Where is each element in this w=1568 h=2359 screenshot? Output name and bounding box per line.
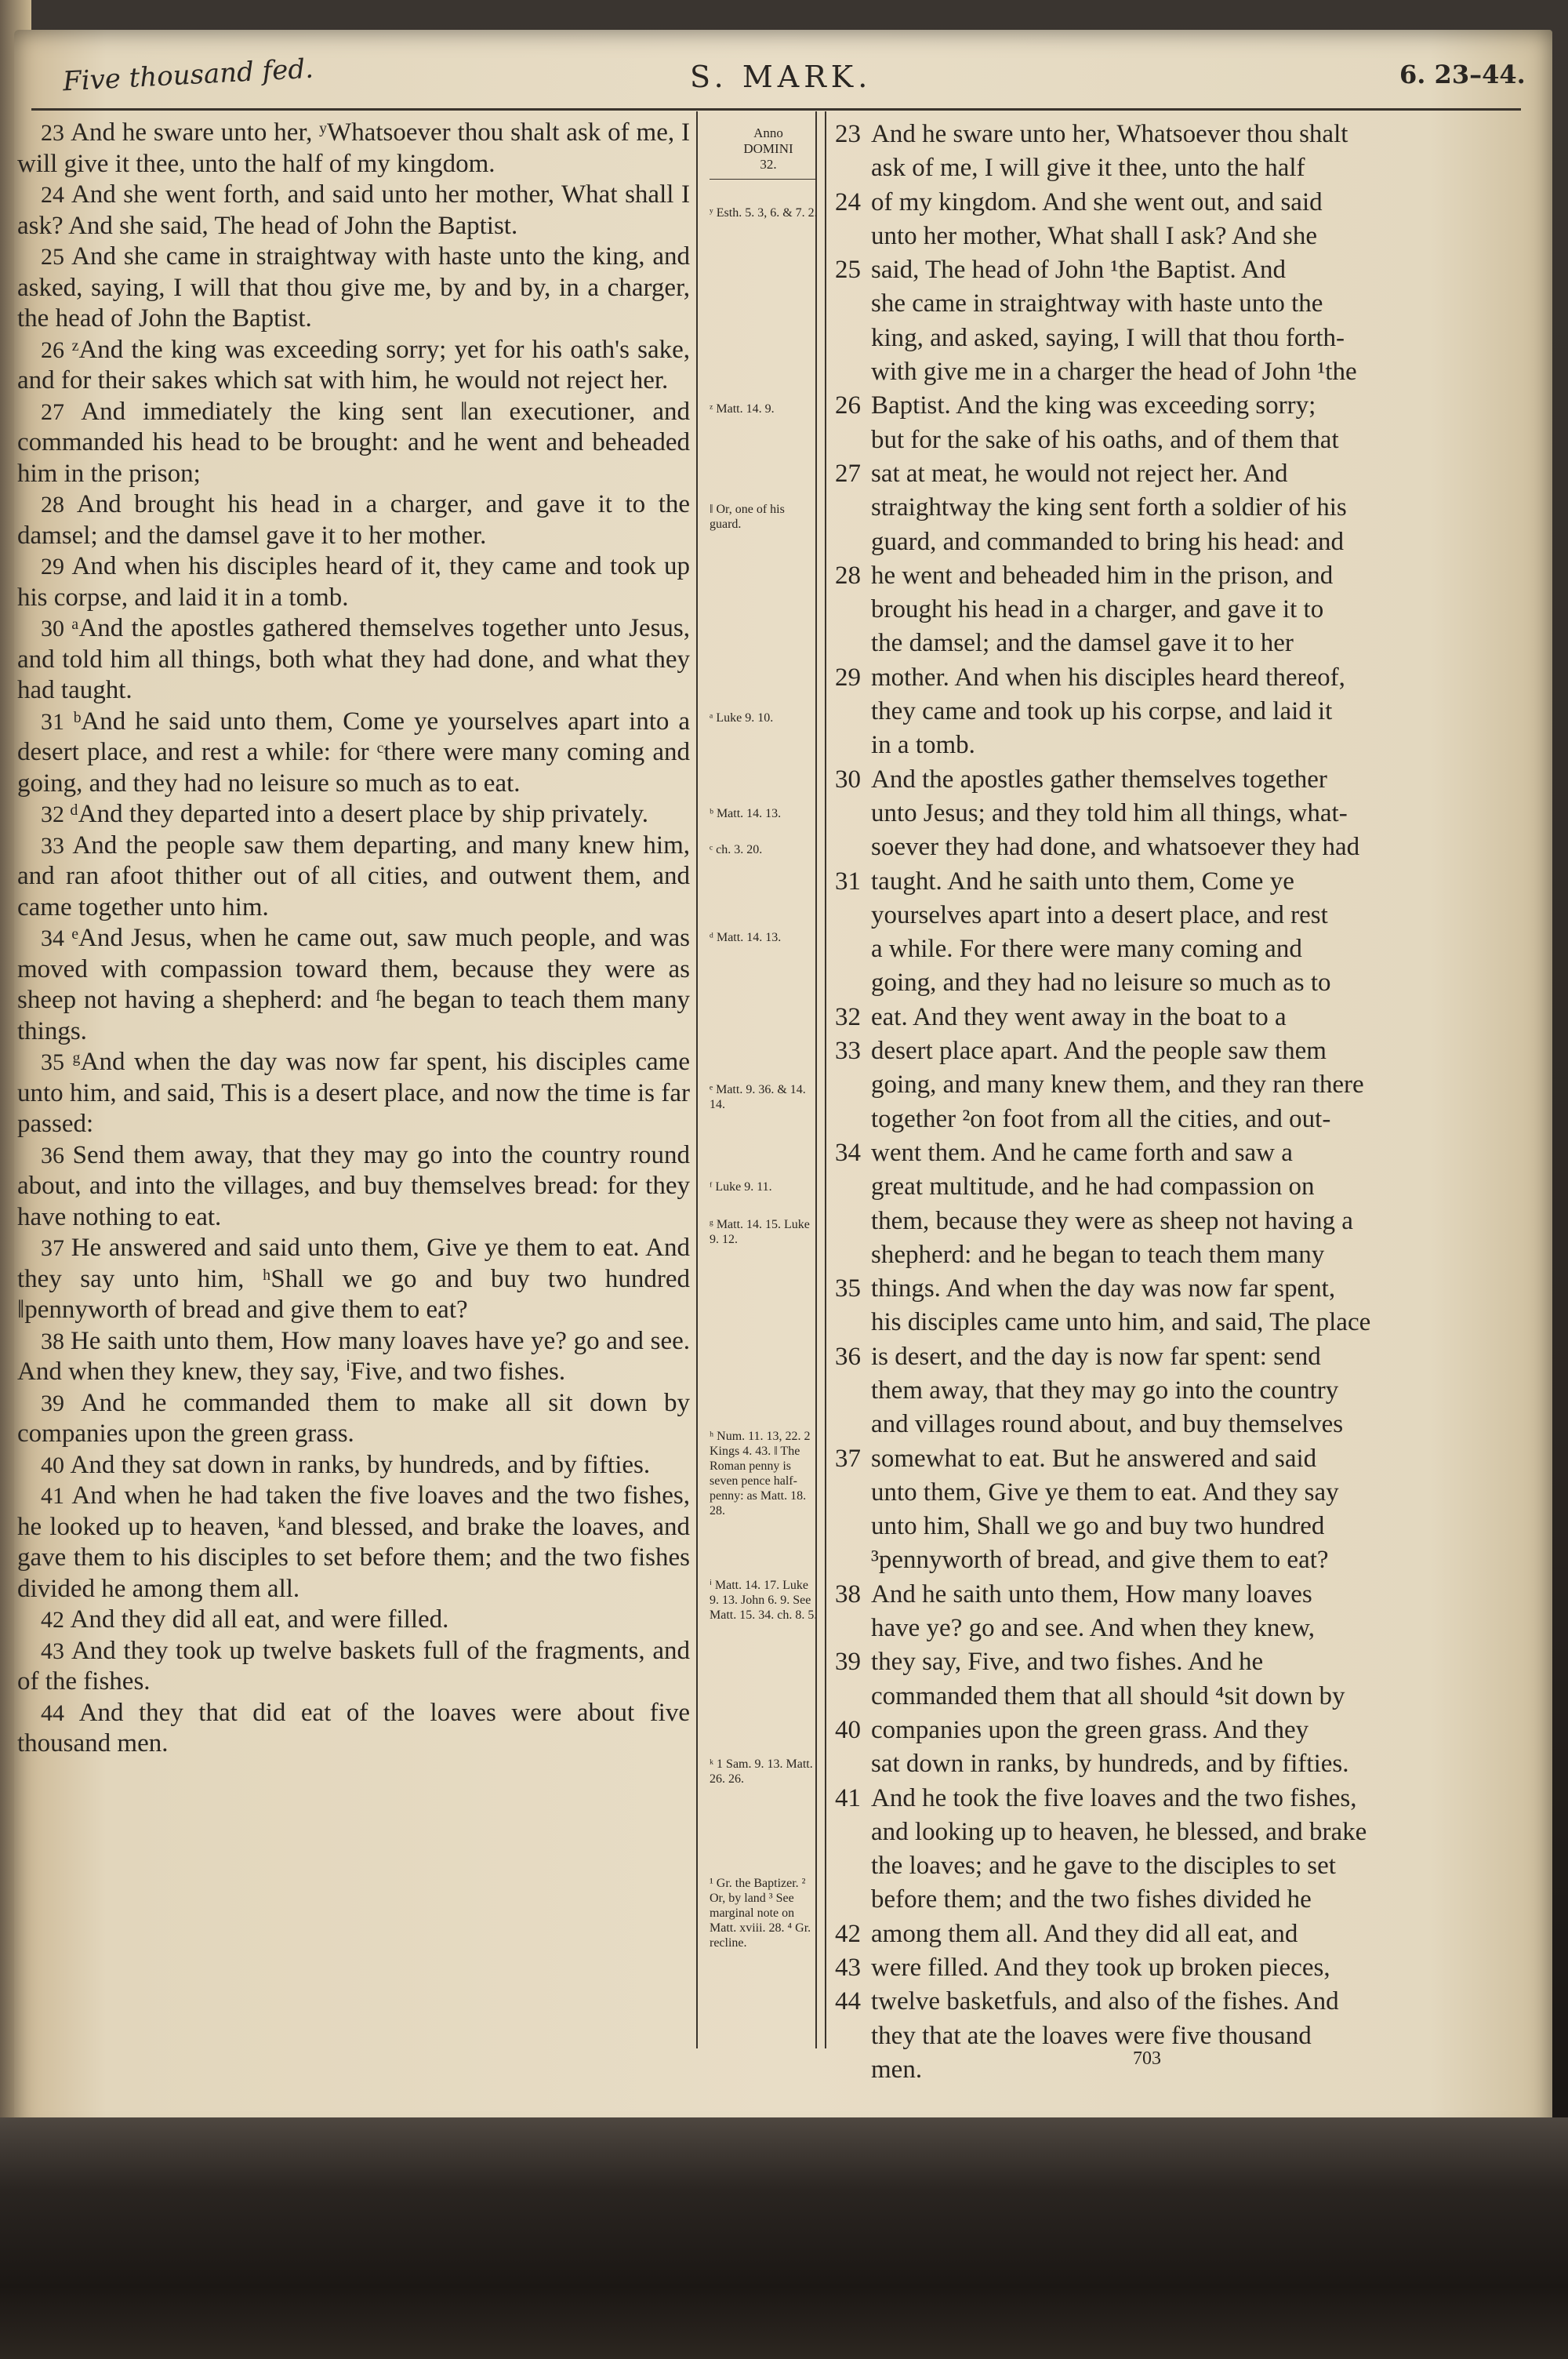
text-line xyxy=(835,1645,1507,1679)
line-text: desert place apart. And the people saw them xyxy=(871,1037,1327,1066)
verse-number: 35 xyxy=(41,1049,73,1075)
verse-number: 29 xyxy=(41,554,72,580)
text-line xyxy=(835,1782,1507,1816)
line-text: unto him, Shall we go and buy two hundred xyxy=(871,1512,1325,1541)
anno-domini-box xyxy=(725,125,811,173)
verse xyxy=(17,1326,690,1388)
verse-text: And he commanded them to make all sit down by companies upon the green grass. xyxy=(17,1388,690,1448)
text-line xyxy=(835,831,1507,864)
text-line xyxy=(835,1476,1507,1510)
line-text: brought his head in a charger, and gave it to xyxy=(871,595,1324,624)
verse-number: 42 xyxy=(835,1919,861,1948)
verse-text: And he sware unto her, ʸWhatsoever thou shalt ask of me, I will give it thee, unto the half of my kingdom. xyxy=(17,118,690,178)
verse xyxy=(17,923,690,1047)
verse-number: 40 xyxy=(835,1715,861,1744)
text-line xyxy=(835,865,1507,899)
verse-number: 41 xyxy=(835,1783,861,1812)
text-line xyxy=(835,1680,1507,1714)
line-text: straightway the king sent forth a soldier of his xyxy=(871,493,1347,522)
margin-note: ‖ Or, one of his guard. xyxy=(710,503,785,531)
verse-number: 27 xyxy=(41,398,82,425)
margin-note: ᵃ Luke 9. 10. xyxy=(710,711,774,725)
verse-number: 41 xyxy=(41,1483,72,1509)
line-text: And he took the five loaves and the two fishes, xyxy=(871,1783,1357,1812)
text-line xyxy=(835,1136,1507,1170)
verse-text: ᵉAnd Jesus, when he came out, saw much people, and was moved with compassion toward them, because they were as sheep not having a shepherd: and ᶠhe began to teach them many things. xyxy=(17,924,690,1045)
text-line xyxy=(835,1408,1507,1441)
verse-number: 26 xyxy=(41,336,72,363)
text-line xyxy=(835,1816,1507,1849)
line-text: soever they had done, and whatsoever they had xyxy=(871,833,1360,862)
verse-number: 36 xyxy=(835,1342,861,1371)
line-text: unto them, Give ye them to eat. And they say xyxy=(871,1478,1339,1507)
year-label: 32. xyxy=(760,157,777,172)
line-text: yourselves apart into a desert place, and rest xyxy=(871,900,1328,929)
text-line xyxy=(835,1374,1507,1408)
verse xyxy=(17,1605,690,1636)
line-text: a while. For there were many coming and xyxy=(871,935,1302,964)
verse-number: 26 xyxy=(835,391,861,420)
line-text: among them all. And they did all eat, and xyxy=(871,1919,1298,1948)
verse-text: Send them away, that they may go into the country round about, and into the villages, and buy themselves bread: for they have nothing to eat. xyxy=(17,1140,690,1231)
verse xyxy=(17,242,690,335)
text-line xyxy=(835,322,1507,355)
line-text: twelve basketfuls, and also of the fishes. And xyxy=(871,1987,1339,2016)
text-line xyxy=(835,287,1507,321)
line-text: And he sware unto her, Whatsoever thou shalt xyxy=(871,120,1348,148)
verse-text: And she came in straightway with haste unto the king, and asked, saying, I will that thou give me, by and by, in a charger, the head of John the Baptist. xyxy=(17,242,691,333)
line-text: have ye? go and see. And when they knew, xyxy=(871,1614,1316,1643)
verse-number: 38 xyxy=(835,1579,861,1608)
verse xyxy=(17,118,690,180)
text-line xyxy=(835,593,1507,627)
verse-number: 42 xyxy=(41,1607,71,1633)
verse-text: And they sat down in ranks, by hundreds, and by fifties. xyxy=(70,1450,651,1479)
line-text: them away, that they may go into the country xyxy=(871,1376,1339,1405)
verse-number: 24 xyxy=(41,182,71,208)
text-line xyxy=(835,899,1507,932)
text-line xyxy=(835,1170,1507,1204)
verse-text: And the people saw them departing, and many knew him, and ran afoot thither out of all cities, and outwent them, and came together unto him. xyxy=(17,831,691,921)
line-text: ³pennyworth of bread, and give them to eat? xyxy=(871,1546,1329,1575)
line-text: going, and they had no leisure so much as to xyxy=(871,969,1331,998)
text-line xyxy=(835,1306,1507,1339)
verse-number: 40 xyxy=(41,1452,71,1478)
verse-number: 36 xyxy=(41,1142,73,1169)
line-text: and villages round about, and buy themselves xyxy=(871,1410,1344,1439)
verse-number: 31 xyxy=(835,867,861,896)
margin-note: ᵉ Matt. 9. 36. & 14. 14. xyxy=(710,1083,806,1111)
line-text: And he saith unto them, How many loaves xyxy=(871,1579,1312,1608)
verse-number: 28 xyxy=(41,492,77,518)
verse-number: 44 xyxy=(41,1699,79,1726)
text-line xyxy=(835,661,1507,695)
verse-text: And brought his head in a charger, and gave it to the damsel; and the damsel gave it to her mother. xyxy=(17,490,691,550)
text-line xyxy=(835,118,1507,151)
verse-number: 44 xyxy=(835,1987,861,2016)
line-text: somewhat to eat. But he answered and said xyxy=(871,1444,1317,1473)
margin-note: ʰ Num. 11. 13, 22. 2 Kings 4. 43. ‖ The Roman penny is seven pence half-penny: as Matt. 18. 28. xyxy=(710,1430,811,1518)
verse-text: And immediately the king sent ‖an executioner, and commanded his head to be brought: and he went and beheaded him in the prison; xyxy=(17,397,691,488)
text-line xyxy=(835,151,1507,185)
verse xyxy=(17,397,690,490)
text-line xyxy=(835,1442,1507,1476)
book-bottom-edge xyxy=(0,2117,1568,2359)
line-text: great multitude, and he had compassion on xyxy=(871,1172,1315,1201)
text-line xyxy=(835,559,1507,593)
verse-number: 27 xyxy=(835,459,861,488)
verse xyxy=(17,1481,690,1605)
line-text: mother. And when his disciples heard thereof, xyxy=(871,663,1345,692)
verse xyxy=(17,1450,690,1481)
verse-number: 25 xyxy=(835,256,861,285)
verse-number: 34 xyxy=(835,1138,861,1167)
margin-note: ᶻ Matt. 14. 9. xyxy=(710,402,775,416)
line-text: sat down in ranks, by hundreds, and by fifties. xyxy=(871,1750,1349,1779)
text-line xyxy=(835,491,1507,525)
line-text: men. xyxy=(871,2055,923,2084)
text-line xyxy=(835,1068,1507,1102)
line-text: they came and took up his corpse, and laid it xyxy=(871,697,1333,726)
text-line xyxy=(835,389,1507,423)
text-line xyxy=(835,1849,1507,1883)
line-text: he went and beheaded him in the prison, and xyxy=(871,561,1334,590)
line-text: unto her mother, What shall I ask? And she xyxy=(871,221,1318,250)
line-text: unto Jesus; and they told him all things, what- xyxy=(871,798,1348,827)
verse-number: 33 xyxy=(41,832,73,859)
verse-text: He answered and said unto them, Give ye them to eat. And they say unto him, ʰShall we go and buy two hundred ‖pennyworth of bread and give them to eat? xyxy=(17,1234,691,1324)
line-text: companies upon the green grass. And they xyxy=(871,1715,1309,1744)
line-text: king, and asked, saying, I will that thou forth- xyxy=(871,323,1345,352)
verse-number: 37 xyxy=(835,1444,861,1473)
text-line xyxy=(835,1714,1507,1747)
margin-note: ᵏ 1 Sam. 9. 13. Matt. 26. 26. xyxy=(710,1757,813,1786)
text-line xyxy=(835,423,1507,457)
chapter-verse-range: 6. 23–44. xyxy=(1399,60,1526,89)
text-line xyxy=(835,1578,1507,1612)
verse-number: 38 xyxy=(41,1328,71,1354)
text-line xyxy=(835,695,1507,729)
verse xyxy=(17,551,690,613)
revised-column xyxy=(835,118,1507,2087)
line-text: taught. And he saith unto them, Come ye xyxy=(871,867,1294,896)
text-line xyxy=(835,1001,1507,1034)
verse-number: 24 xyxy=(835,187,861,216)
text-line xyxy=(835,1238,1507,1272)
verse-text: And they did all eat, and were filled. xyxy=(70,1605,449,1634)
text-line xyxy=(835,1917,1507,1951)
text-line xyxy=(835,457,1507,491)
column-rule-center-b xyxy=(825,111,826,2048)
text-line xyxy=(835,1747,1507,1781)
line-text: Baptist. And the king was exceeding sorry; xyxy=(871,391,1316,420)
margin-note: ᶜ ch. 3. 20. xyxy=(710,843,763,856)
text-line xyxy=(835,1543,1507,1577)
text-line xyxy=(835,2019,1507,2053)
verse xyxy=(17,1698,690,1760)
verse-number: 35 xyxy=(835,1274,861,1303)
line-text: went them. And he came forth and saw a xyxy=(871,1138,1293,1167)
line-text: is desert, and the day is now far spent: send xyxy=(871,1342,1321,1371)
anno-label: Anno xyxy=(753,125,783,140)
margin-note: ᵈ Matt. 14. 13. xyxy=(710,931,782,944)
verse xyxy=(17,180,690,242)
verse xyxy=(17,613,690,707)
line-text: things. And when the day was now far spent, xyxy=(871,1274,1336,1303)
margin-note: ᶠ Luke 9. 11. xyxy=(710,1180,772,1194)
text-line xyxy=(835,763,1507,797)
verse xyxy=(17,335,690,397)
text-line xyxy=(835,1612,1507,1645)
page-number: 703 xyxy=(1133,2048,1161,2069)
text-line xyxy=(835,966,1507,1000)
line-text: and looking up to heaven, he blessed, and brake xyxy=(871,1817,1367,1846)
verse-number: 29 xyxy=(835,663,861,692)
text-line xyxy=(835,2053,1507,2087)
line-text: in a tomb. xyxy=(871,731,975,760)
running-head-left: Five thousand fed. xyxy=(62,53,314,98)
line-text: before them; and the two fishes divided he xyxy=(871,1885,1312,1914)
verse-number: 39 xyxy=(41,1390,81,1416)
verse-number: 28 xyxy=(835,561,861,590)
margin-note: ʸ Esth. 5. 3, 6. & 7. 2. xyxy=(710,206,818,220)
verse-number: 23 xyxy=(835,120,861,148)
verse xyxy=(17,707,690,800)
line-text: the damsel; and the damsel gave it to her xyxy=(871,629,1294,658)
verse-number: 37 xyxy=(41,1235,71,1261)
text-line xyxy=(835,253,1507,287)
margin-note: ¹ Gr. the Baptizer. ² Or, by land ³ See marginal note on Matt. xviii. 28. ⁴ Gr. recline. xyxy=(710,1877,811,1950)
line-text: them, because they were as sheep not having a xyxy=(871,1206,1353,1235)
text-line xyxy=(835,1034,1507,1068)
text-line xyxy=(835,1272,1507,1306)
verse-text: ᵇAnd he said unto them, Come ye yourselves apart into a desert place, and rest a while: for ᶜthere were many coming and going, and they had no leisure so much as to eat. xyxy=(17,707,690,798)
line-text: commanded them that all should ⁴sit down by xyxy=(871,1681,1345,1710)
line-text: And the apostles gather themselves together xyxy=(871,765,1327,794)
line-text: said, The head of John ¹the Baptist. And xyxy=(871,256,1286,285)
verse-text: And they that did eat of the loaves were about five thousand men. xyxy=(17,1698,690,1757)
verse xyxy=(17,1140,690,1234)
text-line xyxy=(835,1985,1507,2019)
verse-text: ᵃAnd the apostles gathered themselves together unto Jesus, and told him all things, both what they had done, and what they had taught. xyxy=(17,614,690,704)
verse-number: 30 xyxy=(41,616,72,642)
line-text: she came in straightway with haste unto the xyxy=(871,289,1323,318)
line-text: they that ate the loaves were five thousand xyxy=(871,2021,1312,2050)
verse-number: 30 xyxy=(835,765,861,794)
text-line xyxy=(835,1205,1507,1238)
line-text: ask of me, I will give it thee, unto the half xyxy=(871,154,1305,183)
line-text: with give me in a charger the head of John ¹the xyxy=(871,358,1357,387)
text-line xyxy=(835,1883,1507,1917)
text-line xyxy=(835,1103,1507,1136)
line-text: of my kingdom. And she went out, and said xyxy=(871,187,1323,216)
margin-note: ᵇ Matt. 14. 13. xyxy=(710,807,782,820)
line-text: shepherd: and he began to teach them many xyxy=(871,1240,1325,1269)
verse-number: 32 xyxy=(41,801,71,827)
line-text: were filled. And they took up broken pieces, xyxy=(871,1954,1330,1983)
text-line xyxy=(835,186,1507,220)
verse-text: And she went forth, and said unto her mother, What shall I ask? And she said, The head of John the Baptist. xyxy=(17,180,691,240)
text-line xyxy=(835,1340,1507,1374)
line-text: but for the sake of his oaths, and of them that xyxy=(871,425,1339,454)
verse xyxy=(17,1233,690,1326)
verse-number: 34 xyxy=(41,925,72,951)
text-line xyxy=(835,797,1507,831)
line-text: going, and many knew them, and they ran there xyxy=(871,1070,1364,1100)
verse-text: And when his disciples heard of it, they came and took up his corpse, and laid it in a tomb. xyxy=(17,552,691,612)
verse-text: ᶻAnd the king was exceeding sorry; yet for his oath's sake, and for their sakes which sat with him, he would not reject her. xyxy=(17,335,690,394)
margin-note: ⁱ Matt. 14. 17. Luke 9. 13. John 6. 9. See Matt. 15. 34. ch. 8. 5. xyxy=(710,1579,818,1622)
text-line xyxy=(835,525,1507,559)
verse-number: 31 xyxy=(41,708,74,735)
verse-text: And they took up twelve baskets full of the fragments, and of the fishes. xyxy=(17,1636,691,1696)
text-line xyxy=(835,1951,1507,1985)
verse-number: 25 xyxy=(41,244,72,270)
line-text: guard, and commanded to bring his head: and xyxy=(871,527,1345,556)
text-line xyxy=(835,932,1507,966)
kjv-column xyxy=(17,118,690,1760)
text-line xyxy=(835,627,1507,660)
line-text: the loaves; and he gave to the disciples to set xyxy=(871,1852,1336,1881)
text-line xyxy=(835,355,1507,389)
verse-number: 39 xyxy=(835,1648,861,1677)
line-text: his disciples came unto him, and said, The place xyxy=(871,1308,1371,1337)
text-line xyxy=(835,220,1507,253)
verse xyxy=(17,1388,690,1450)
header-rule xyxy=(31,108,1521,111)
verse-text: He saith unto them, How many loaves have ye? go and see. And when they knew, they say, ⁱFive, and two fishes. xyxy=(17,1326,690,1386)
verse xyxy=(17,831,690,924)
margin-note: ᵍ Matt. 14. 15. Luke 9. 12. xyxy=(710,1218,810,1246)
anno-rule xyxy=(710,179,815,180)
verse-text: ᵈAnd they departed into a desert place by ship privately. xyxy=(70,800,649,828)
verse xyxy=(17,1636,690,1698)
verse-number: 33 xyxy=(835,1037,861,1066)
verse-number: 23 xyxy=(41,120,71,146)
text-line xyxy=(835,729,1507,762)
verse-number: 43 xyxy=(41,1637,71,1664)
verse-text: ᵍAnd when the day was now far spent, his disciples came unto him, and said, This is a desert place, and now the time is far passed: xyxy=(17,1048,690,1138)
verse-text: And when he had taken the five loaves and the two fishes, he looked up to heaven, ᵏand blessed, and brake the loaves, and gave them to his disciples to set before them; and the two fishes divided he among them all. xyxy=(17,1481,691,1603)
domini-label: DOMINI xyxy=(743,141,793,156)
verse-number: 32 xyxy=(835,1002,861,1031)
verse-number: 43 xyxy=(835,1954,861,1983)
verse xyxy=(17,1047,690,1140)
line-text: sat at meat, he would not reject her. And xyxy=(871,459,1288,488)
verse xyxy=(17,489,690,551)
text-line xyxy=(835,1510,1507,1543)
verse xyxy=(17,799,690,831)
book-title: S. MARK. xyxy=(690,60,873,94)
column-rule-left xyxy=(696,111,698,2048)
line-text: they say, Five, and two fishes. And he xyxy=(871,1648,1264,1677)
line-text: eat. And they went away in the boat to a xyxy=(871,1002,1287,1031)
line-text: together ²on foot from all the cities, and out- xyxy=(871,1104,1331,1133)
